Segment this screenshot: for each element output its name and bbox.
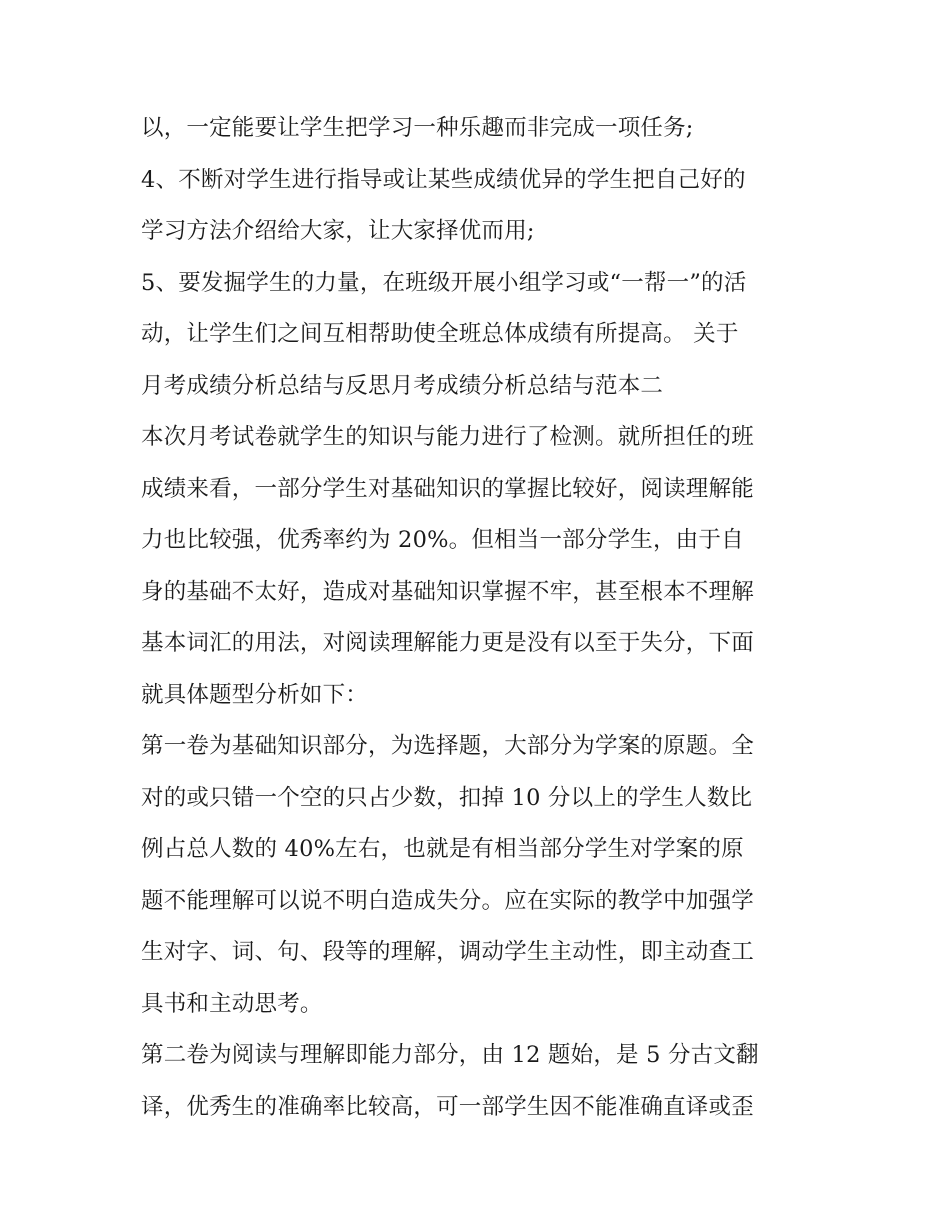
text-line: 本次月考试卷就学生的知识与能力进行了检测。就所担任的班 <box>141 424 754 450</box>
text-line: 月考成绩分析总结与反思月考成绩分析总结与范本二 <box>141 373 664 399</box>
text-line: 动，让学生们之间互相帮助使全班总体成绩有所提高。 关于 <box>141 321 739 347</box>
text-line: 基本词汇的用法，对阅读理解能力更是没有以至于失分，下面 <box>141 630 754 656</box>
text-line: 力也比较强，优秀率约为 20%。但相当一部分学生，由于自 <box>141 527 744 553</box>
text-line: 第一卷为基础知识部分，为选择题，大部分为学案的原题。全 <box>141 733 754 759</box>
text-line: 4、不断对学生进行指导或让某些成绩优异的学生把自己好的 <box>141 167 746 193</box>
text-line: 成绩来看，一部分学生对基础知识的掌握比较好，阅读理解能 <box>141 476 754 502</box>
text-line: 5、要发掘学生的力量，在班级开展小组学习或“一帮一”的活 <box>141 270 747 296</box>
text-line: 对的或只错一个空的只占少数，扣掉 10 分以上的学生人数比 <box>141 785 753 811</box>
text-line: 具书和主动思考。 <box>141 991 323 1017</box>
text-line: 学习方法介绍给大家，让大家择优而用; <box>141 218 535 244</box>
text-line: 生对字、词、句、段等的理解，调动学生主动性，即主动查工 <box>141 939 754 965</box>
text-line: 身的基础不太好，造成对基础知识掌握不牢，甚至根本不理解 <box>141 579 754 605</box>
text-line: 第二卷为阅读与理解即能力部分，由 12 题始，是 5 分古文翻 <box>141 1042 759 1068</box>
text-line: 译，优秀生的准确率比较高，可一部学生因不能准确直译或歪 <box>141 1094 754 1120</box>
text-line: 例占总人数的 40%左右，也就是有相当部分学生对学案的原 <box>141 836 744 862</box>
text-line: 就具体题型分析如下： <box>141 682 369 708</box>
text-line: 题不能理解可以说不明白造成失分。应在实际的教学中加强学 <box>141 888 754 914</box>
text-line: 以，一定能要让学生把学习一种乐趣而非完成一项任务; <box>141 115 694 141</box>
